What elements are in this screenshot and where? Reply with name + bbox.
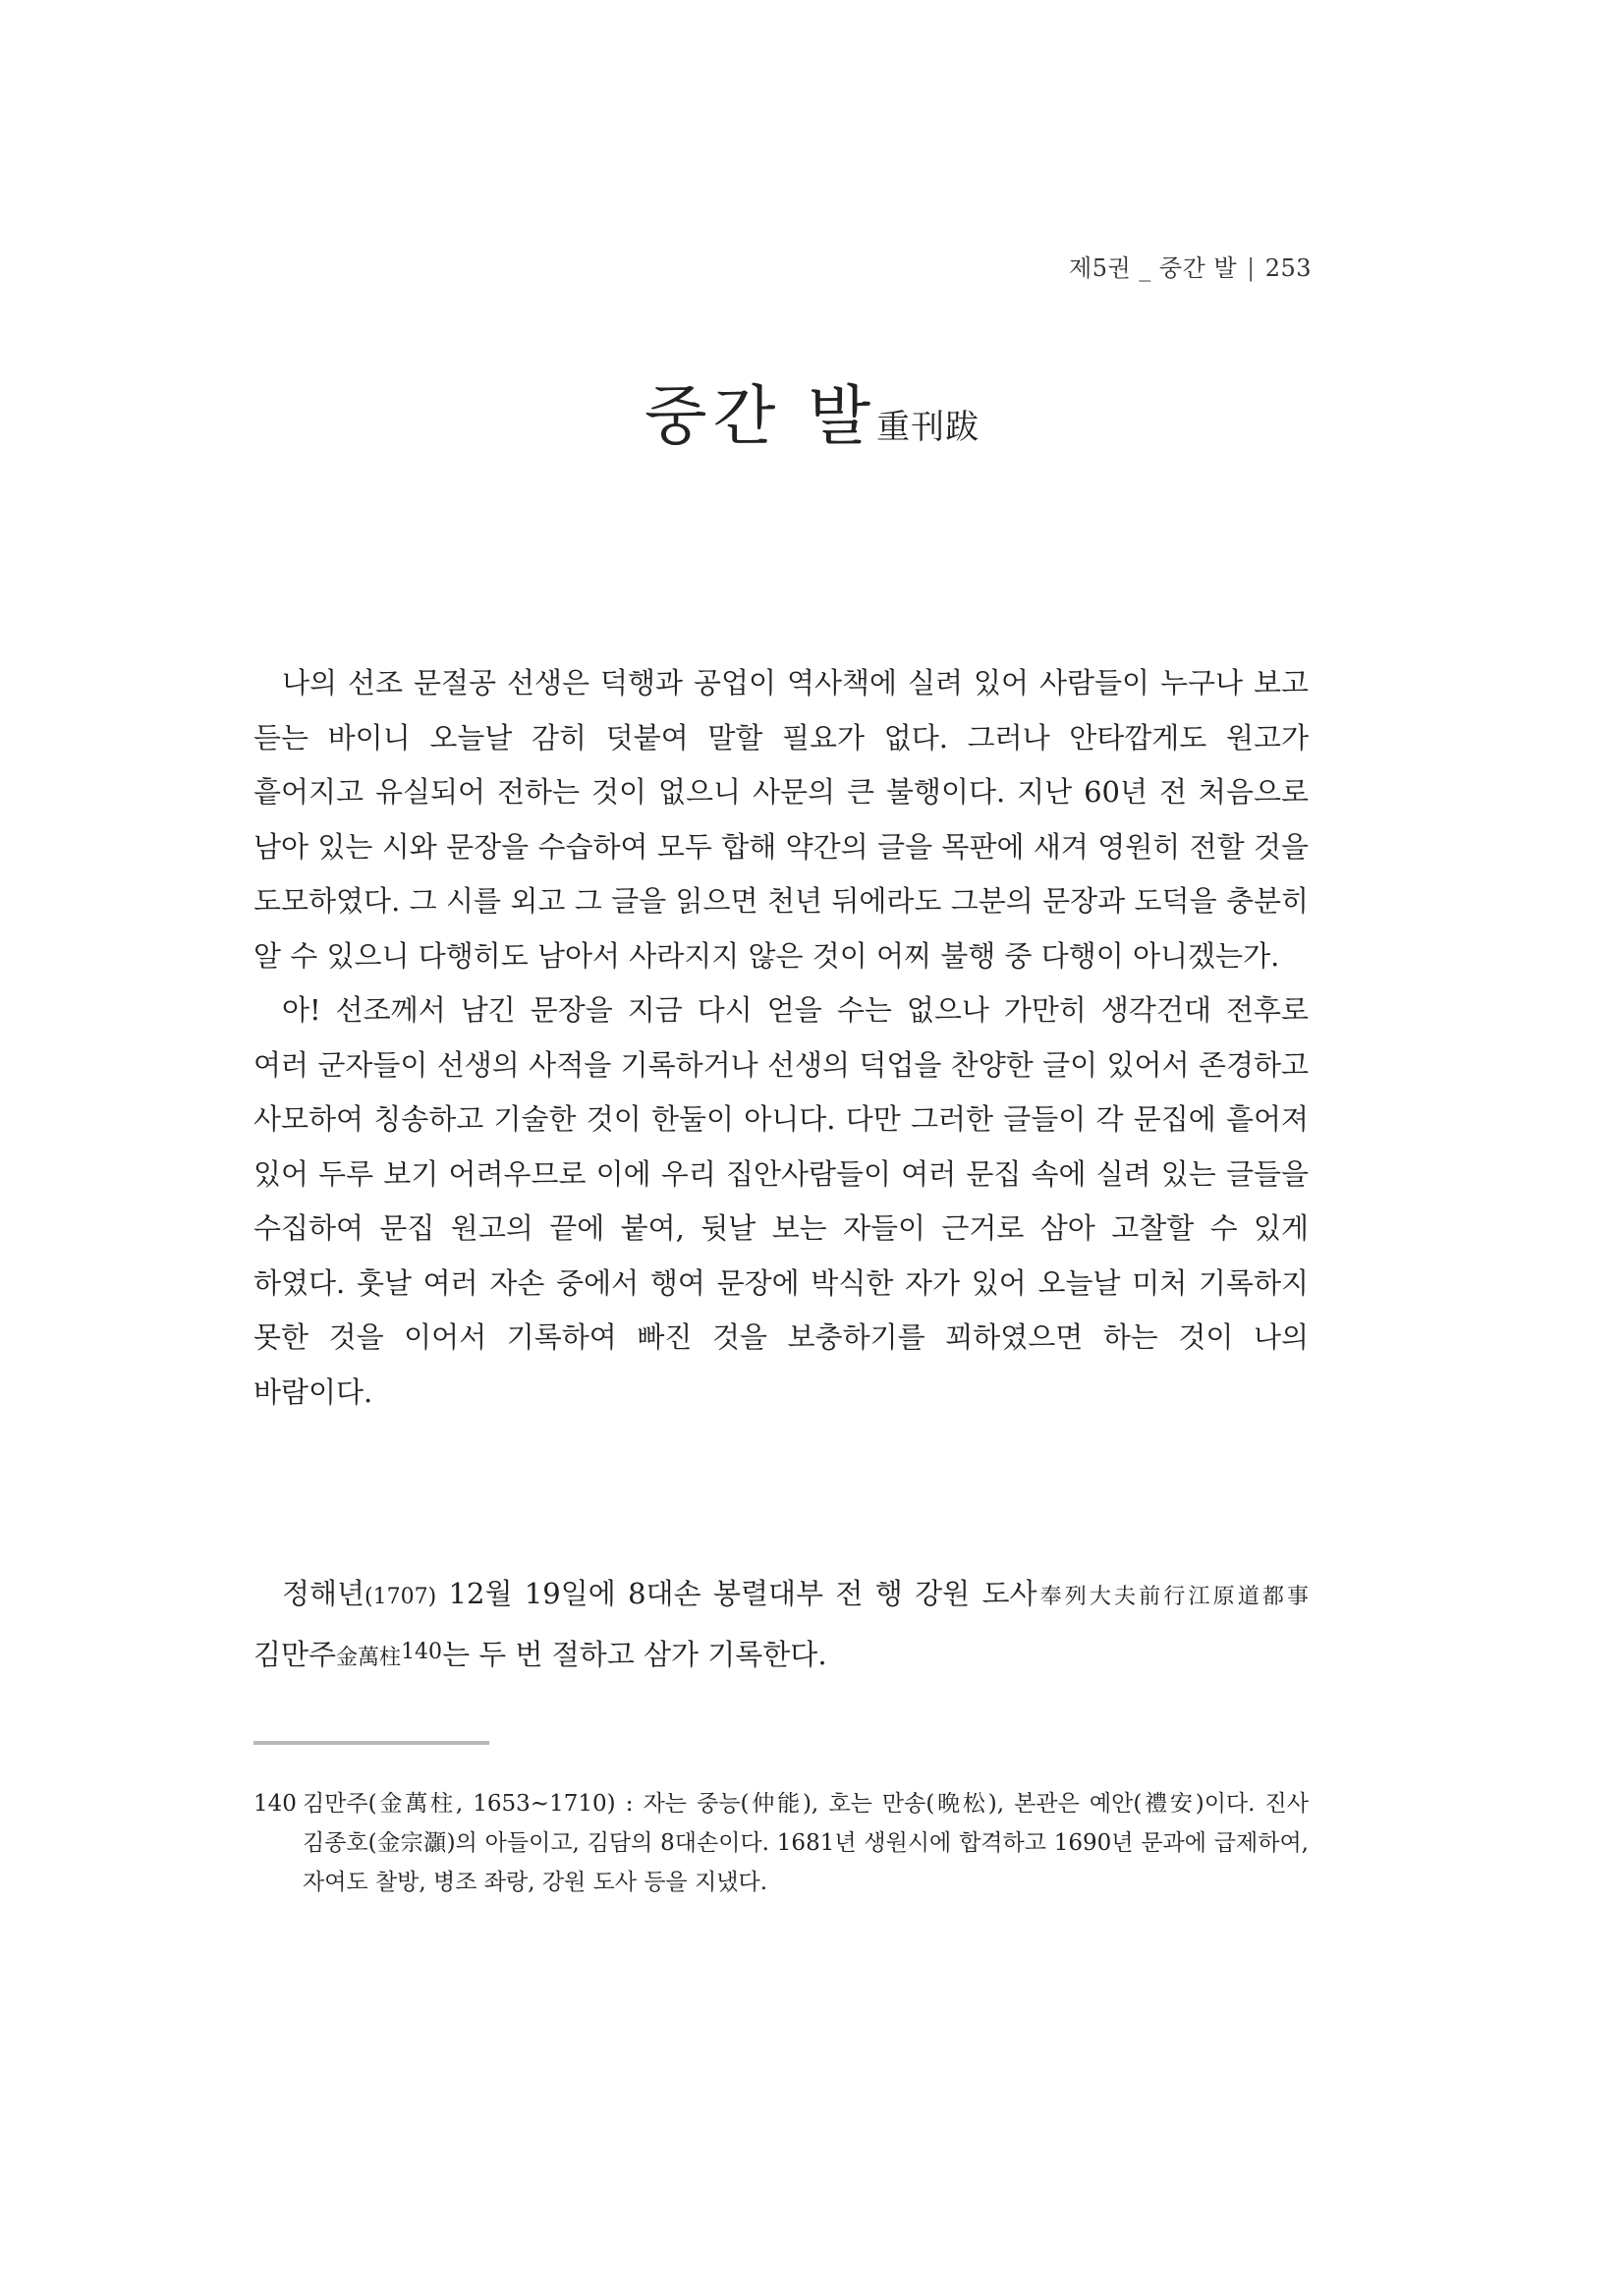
signature-name-hanja: 金萬柱 — [336, 1645, 402, 1670]
page-title — [0, 364, 1624, 457]
signature-part-1: 정해년 — [282, 1577, 365, 1610]
header-divider: | — [1247, 254, 1256, 282]
footnote-reference: 140 — [401, 1639, 443, 1664]
signature-paragraph — [253, 1567, 1309, 1685]
signature-year: (1707) — [364, 1585, 437, 1609]
signature-block — [253, 1567, 1309, 1685]
signature-name: 김만주 — [253, 1637, 337, 1671]
footnote — [253, 1784, 1309, 1902]
body-text — [253, 656, 1309, 1420]
paragraph-1: 나의 선조 문절공 선생은 덕행과 공업이 역사책에 실려 있어 사람들이 누구나 보고 듣는 바이니 오늘날 감히 덧붙여 말할 필요가 없다. 그러나 안타깝게도 원고가 흩어지고 유실되어 전하는 것이 없으니 사문의 큰 불행이다. 지난 60년 전 처음으로 남아 있는 시와 문장을 수습하여 모두 합해 약간의 글을 목판에 새겨 영원히 전할 것을 도모하였다. 그 시를 외고 그 글을 읽으면 천년 뒤에라도 그분의 문장과 도덕을 충분히 알 수 있으니 다행히도 남아서 사라지지 않은 것이 어찌 불행 중 다행이 아니겠는가. — [253, 666, 1309, 973]
title-main: 중간 발 — [644, 378, 877, 454]
signature-part-2: 12월 19일에 8대손 봉렬대부 전 행 강원 도사 — [436, 1577, 1037, 1610]
signature-office-hanja: 奉列大夫前行江原道都事 — [1036, 1585, 1309, 1609]
footnote-text: 김만주(金萬柱, 1653~1710) : 자는 중능(仲能), 호는 만송(晩松), 본관은 예안(禮安)이다. 진사 김종호(金宗灝)의 아들이고, 김담의 8대손이다. 1681년 생원시에 합격하고 1690년 문과에 급제하여, 자여도 찰방, 병조 좌랑, 강원 도사 등을 지냈다. — [303, 1791, 1309, 1895]
footnote-divider — [253, 1741, 489, 1745]
running-header — [1069, 249, 1312, 283]
header-section: 제5권 _ 중간 발 — [1069, 254, 1238, 282]
page-number: 253 — [1264, 254, 1312, 282]
title-hanja: 重刊跋 — [876, 408, 980, 447]
footnote-number: 140 — [253, 1791, 297, 1817]
signature-part-3: 는 두 번 절하고 삼가 기록한다. — [442, 1637, 827, 1671]
paragraph-2: 아! 선조께서 남긴 문장을 지금 다시 얻을 수는 없으나 가만히 생각건대 전후로 여러 군자들이 선생의 사적을 기록하거나 선생의 덕업을 찬양한 글이 있어서 존경하고 사모하여 칭송하고 기술한 것이 한둘이 아니다. 다만 그러한 글들이 각 문집에 흩어져 있어 두루 보기 어려우므로 이에 우리 집안사람들이 여러 문집 속에 실려 있는 글들을 수집하여 문집 원고의 끝에 붙여, 뒷날 보는 자들이 근거로 삼아 고찰할 수 있게 하였다. 훗날 여러 자손 중에서 행여 문장에 박식한 자가 있어 오늘날 미처 기록하지 못한 것을 이어서 기록하여 빠진 것을 보충하기를 꾀하였으면 하는 것이 나의 바람이다. — [253, 993, 1309, 1409]
